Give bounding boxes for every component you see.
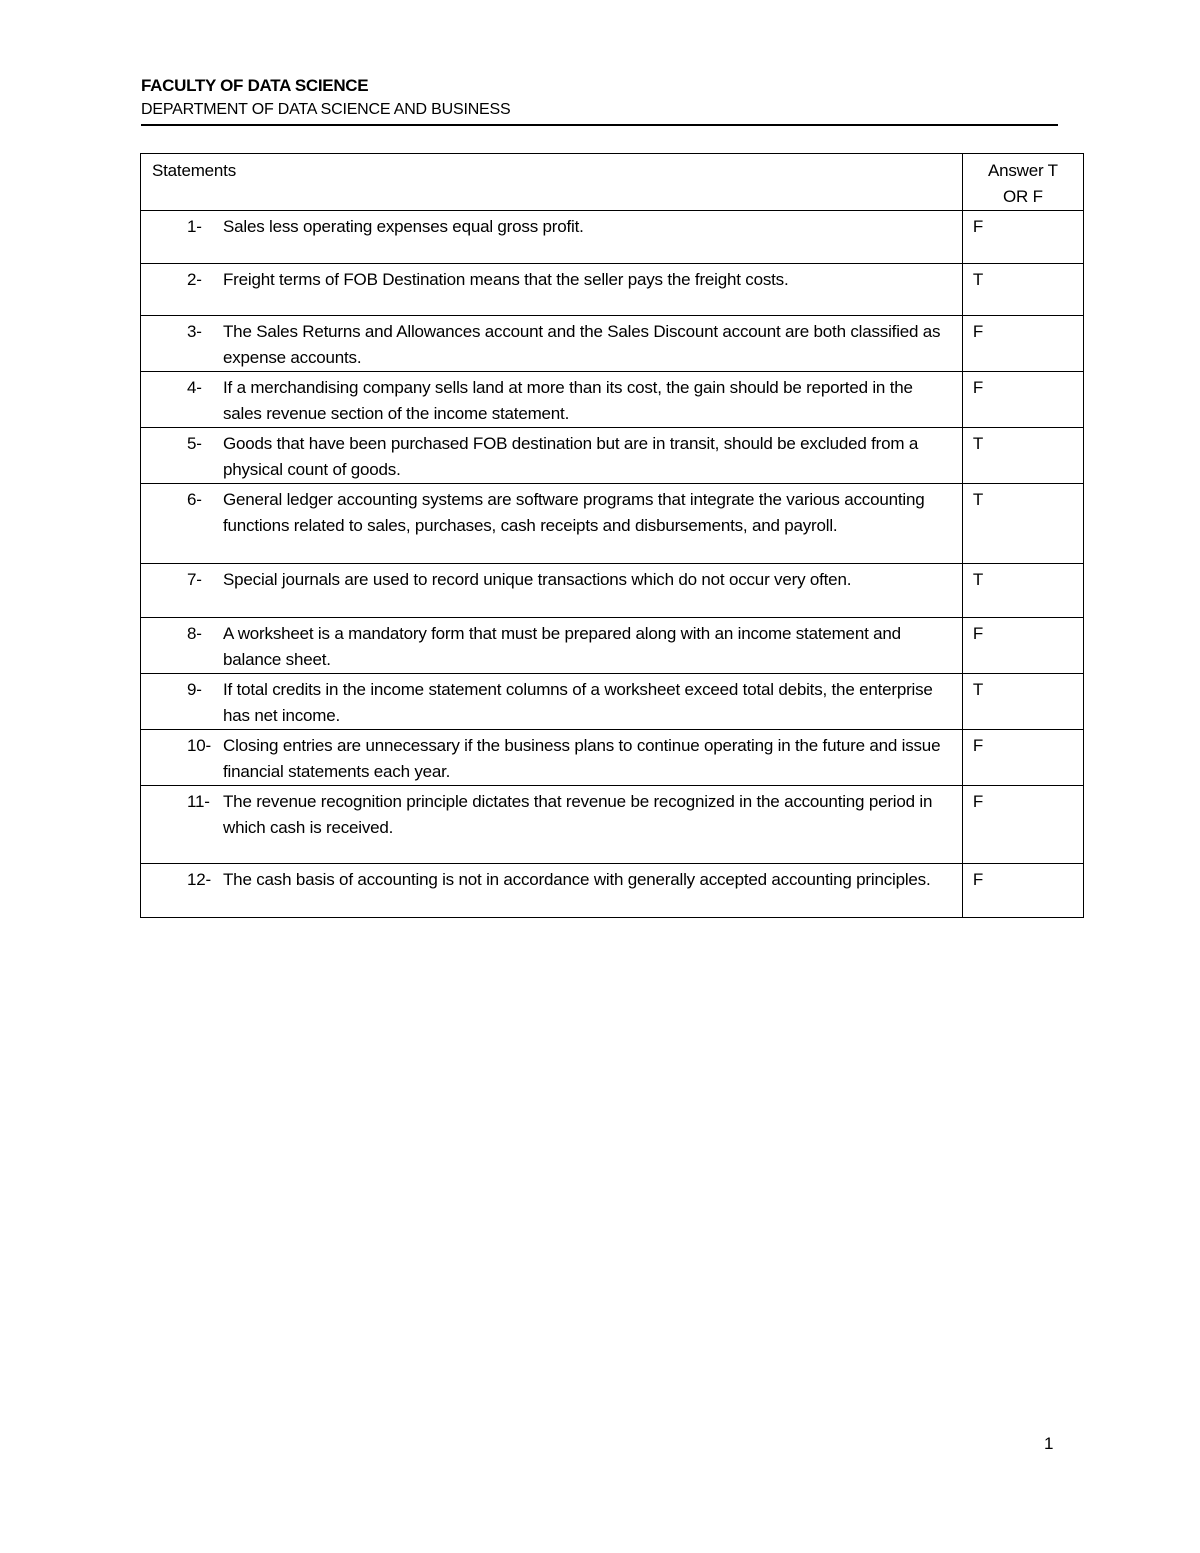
statement-cell: [141, 372, 963, 428]
statement-number: 5-: [187, 434, 202, 453]
answer-cell: F: [962, 730, 1083, 786]
statement-cell: [141, 674, 963, 730]
statement-number: 7-: [187, 570, 202, 589]
statement-cell: [141, 618, 963, 674]
statement-number: 6-: [187, 490, 202, 509]
statement-number: 1-: [187, 217, 202, 236]
table-row: [141, 316, 1084, 372]
statement-text: Goods that have been purchased FOB destination but are in transit, should be excluded from a physical count of goods.: [223, 434, 919, 479]
statement-cell: [141, 730, 963, 786]
answer-cell: T: [962, 428, 1083, 484]
table-row: [141, 484, 1084, 564]
table-row: [141, 864, 1084, 918]
statement-cell: [141, 564, 963, 618]
statement-number: 8-: [187, 624, 202, 643]
answer-header-line-2: OR F: [1003, 187, 1043, 206]
table-row: [141, 674, 1084, 730]
answer-cell: F: [962, 316, 1083, 372]
table-row: [141, 428, 1084, 484]
statement-cell: [141, 211, 963, 264]
statement-text: The revenue recognition principle dictates that revenue be recognized in the accounting period in which cash is received.: [223, 792, 933, 837]
table-row: [141, 211, 1084, 264]
table-row: [141, 264, 1084, 316]
statement-text: The Sales Returns and Allowances account and the Sales Discount account are both classified as expense accounts.: [223, 322, 941, 367]
statement-cell: [141, 428, 963, 484]
statement-number: 3-: [187, 322, 202, 341]
true-false-table: [140, 153, 1084, 918]
answer-header-line-1: Answer T: [987, 161, 1058, 180]
answer-column-header: [962, 154, 1083, 211]
header-divider: [141, 124, 1058, 126]
page-number: 1: [1044, 1434, 1054, 1453]
statement-number: 12-: [187, 870, 211, 889]
statement-text: The cash basis of accounting is not in accordance with generally accepted accounting principles.: [223, 870, 931, 889]
table-row: [141, 730, 1084, 786]
statement-cell: [141, 264, 963, 316]
table-row: [141, 786, 1084, 864]
answer-cell: F: [962, 786, 1083, 864]
statement-text: Special journals are used to record unique transactions which do not occur very often.: [223, 570, 852, 589]
document-header: [141, 74, 1058, 122]
statement-text: A worksheet is a mandatory form that must be prepared along with an income statement and balance sheet.: [223, 624, 901, 669]
answer-cell: T: [962, 674, 1083, 730]
department-title: DEPARTMENT OF DATA SCIENCE AND BUSINESS: [141, 101, 511, 118]
statement-number: 9-: [187, 680, 202, 699]
statement-cell: [141, 786, 963, 864]
table-row: [141, 564, 1084, 618]
answer-cell: F: [962, 618, 1083, 674]
answer-cell: T: [962, 264, 1083, 316]
faculty-title: FACULTY OF DATA SCIENCE: [141, 76, 369, 95]
statement-cell: [141, 484, 963, 564]
table-row: [141, 372, 1084, 428]
statements-column-header: Statements: [141, 154, 963, 211]
statement-number: 4-: [187, 378, 202, 397]
statement-text: Freight terms of FOB Destination means that the seller pays the freight costs.: [223, 270, 789, 289]
statement-number: 2-: [187, 270, 202, 289]
answer-cell: F: [962, 372, 1083, 428]
statement-cell: [141, 316, 963, 372]
statement-text: General ledger accounting systems are software programs that integrate the various accounting functions related to sales, purchases, cash receipts and disbursements, and payroll.: [223, 490, 925, 535]
answer-cell: T: [962, 484, 1083, 564]
answer-cell: T: [962, 564, 1083, 618]
table-header-row: [141, 154, 1084, 211]
statement-text: Sales less operating expenses equal gross profit.: [223, 217, 584, 236]
answer-cell: F: [962, 211, 1083, 264]
statement-text: If a merchandising company sells land at more than its cost, the gain should be reported in the sales revenue section of the income statement.: [223, 378, 913, 423]
table-row: [141, 618, 1084, 674]
statement-text: Closing entries are unnecessary if the business plans to continue operating in the future and issue financial statements each year.: [223, 736, 941, 781]
statement-text: If total credits in the income statement columns of a worksheet exceed total debits, the enterprise has net income.: [223, 680, 933, 725]
statement-number: 10-: [187, 736, 211, 755]
statement-cell: [141, 864, 963, 918]
answer-cell: F: [962, 864, 1083, 918]
statement-number: 11-: [187, 792, 210, 811]
